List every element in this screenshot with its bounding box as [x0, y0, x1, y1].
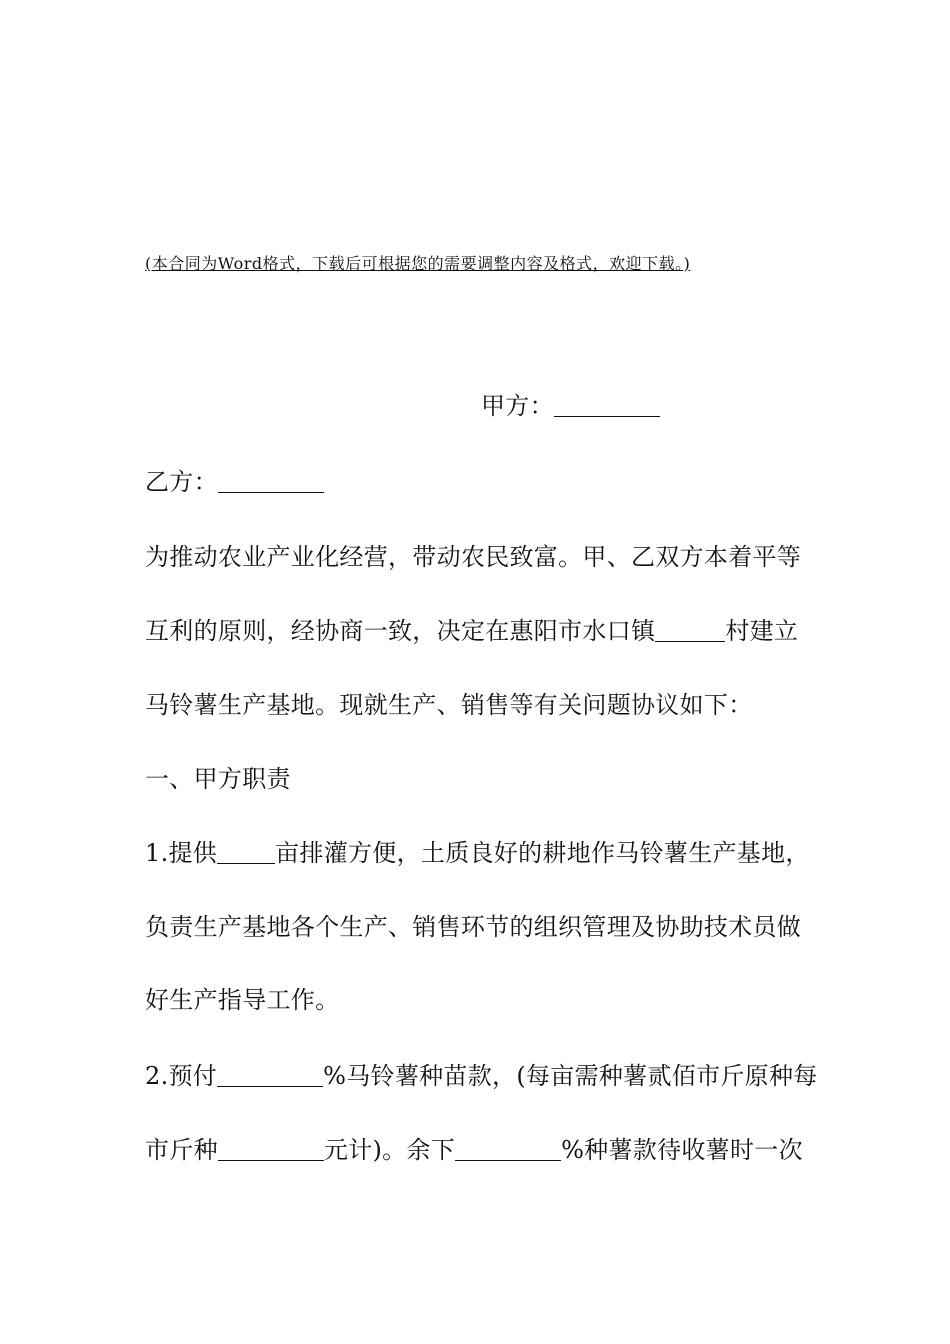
- item-2-line-2: [145, 1130, 803, 1165]
- item-1-text-a: 1.提供: [145, 839, 218, 867]
- section-1-heading: 一、甲方职责: [145, 765, 291, 793]
- intro-line-2: [145, 611, 798, 646]
- party-b-line: [145, 462, 324, 497]
- format-notice: (本合同为Word格式，下载后可根据您的需要调整内容及格式，欢迎下载。): [145, 254, 691, 273]
- intro-line-1: 为推动农业产业化经营，带动农民致富。甲、乙双方本着平等: [145, 543, 802, 571]
- item-1-line-3: 好生产指导工作。: [145, 986, 340, 1014]
- intro-line-2-text-a: 互利的原则，经协商一致，决定在惠阳市水口镇: [145, 617, 656, 645]
- party-a-label: 甲方：: [481, 392, 554, 420]
- item-2-text-a: 2.预付: [145, 1062, 218, 1090]
- party-b-label: 乙方：: [145, 468, 218, 496]
- prepay-percent-blank[interactable]: [217, 1062, 323, 1087]
- village-blank[interactable]: [655, 617, 725, 642]
- intro-line-2-text-b: 村建立: [725, 617, 799, 645]
- item-2-text-b: %马铃薯种苗款，(每亩需种薯贰佰市斤原种每: [323, 1062, 818, 1090]
- item-2-text-c: 市斤种: [145, 1136, 218, 1164]
- item-1-line-2: 负责生产基地各个生产、销售环节的组织管理及协助技术员做: [145, 913, 802, 941]
- intro-line-3: 马铃薯生产基地。现就生产、销售等有关问题协议如下：: [145, 691, 753, 719]
- item-1-text-b: 亩排灌方便，土质良好的耕地作马铃薯生产基地，: [275, 839, 810, 867]
- price-blank[interactable]: [218, 1136, 324, 1161]
- party-a-blank[interactable]: [554, 392, 660, 417]
- party-b-blank[interactable]: [218, 468, 324, 493]
- item-2-text-d: 元计)。余下: [323, 1136, 456, 1164]
- acreage-blank[interactable]: [217, 839, 275, 864]
- item-2-line-1: [145, 1056, 818, 1091]
- remaining-percent-blank[interactable]: [455, 1136, 561, 1161]
- party-a-line: [481, 386, 660, 421]
- item-2-text-e: %种薯款待收薯时一次: [561, 1136, 803, 1164]
- item-1-line-1: [145, 833, 810, 868]
